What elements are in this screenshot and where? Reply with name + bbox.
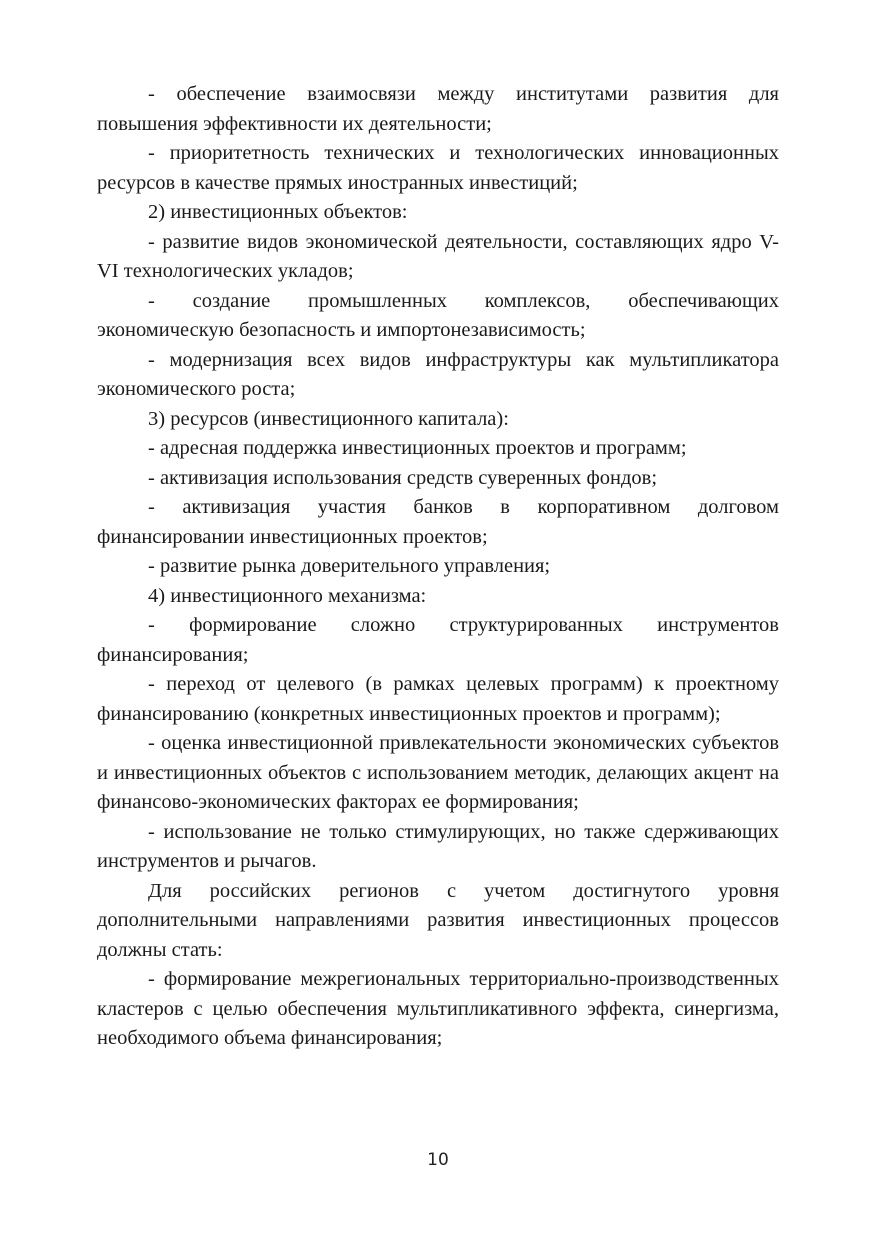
paragraph: Для российских регионов с учетом достигнутого уровня дополнительными направлениями развития инвестиционных процессов должны стать: [97, 879, 779, 961]
paragraph: - формирование межрегиональных территориально-производственных кластеров с целью обеспечения мультипликативного эффекта, синергизма, необходимого объема финансирования; [97, 968, 779, 1049]
document-body [97, 80, 779, 1054]
paragraph: - развитие рынка доверительного управления; [148, 555, 551, 577]
page-number: 10 [427, 1150, 449, 1170]
paragraph: 2) инвестиционных объектов: [148, 201, 408, 223]
paragraph: - использование не только стимулирующих, но также сдерживающих инструментов и рычагов. [97, 820, 779, 872]
paragraph: - приоритетность технических и технологических инновационных ресурсов в качестве прямых иностранных инвестиций; [97, 142, 779, 194]
paragraph: 4) инвестиционного механизма: [148, 584, 427, 607]
paragraph: - адресная поддержка инвестиционных проектов и программ; [148, 437, 687, 459]
paragraph: - активизация участия банков в корпоративном долговом финансировании инвестиционных проектов; [97, 496, 779, 548]
paragraph: - формирование сложно структурированных инструментов финансирования; [97, 614, 779, 666]
paragraph: - переход от целевого (в рамках целевых программ) к проектному финансированию (конкретных инвестиционных проектов и программ); [97, 673, 779, 725]
paragraph: - оценка инвестиционной привлекательности экономических субъектов и инвестиционных объектов с использованием методик, делающих акцент на финансово-экономических факторах ее формирования; [97, 732, 779, 813]
paragraph: - активизация использования средств суверенных фондов; [148, 466, 658, 489]
paragraph: 3) ресурсов (инвестиционного капитала): [148, 407, 509, 430]
paragraph: - развитие видов экономической деятельности, составляющих ядро V-VI технологических укладов; [97, 230, 779, 282]
paragraph: - обеспечение взаимосвязи между институтами развития для повышения эффективности их деятельности; [97, 83, 779, 135]
paragraph: - создание промышленных комплексов, обеспечивающих экономическую безопасность и импортонезависимость; [97, 289, 779, 341]
paragraph: - модернизация всех видов инфраструктуры как мультипликатора экономического роста; [97, 348, 779, 400]
